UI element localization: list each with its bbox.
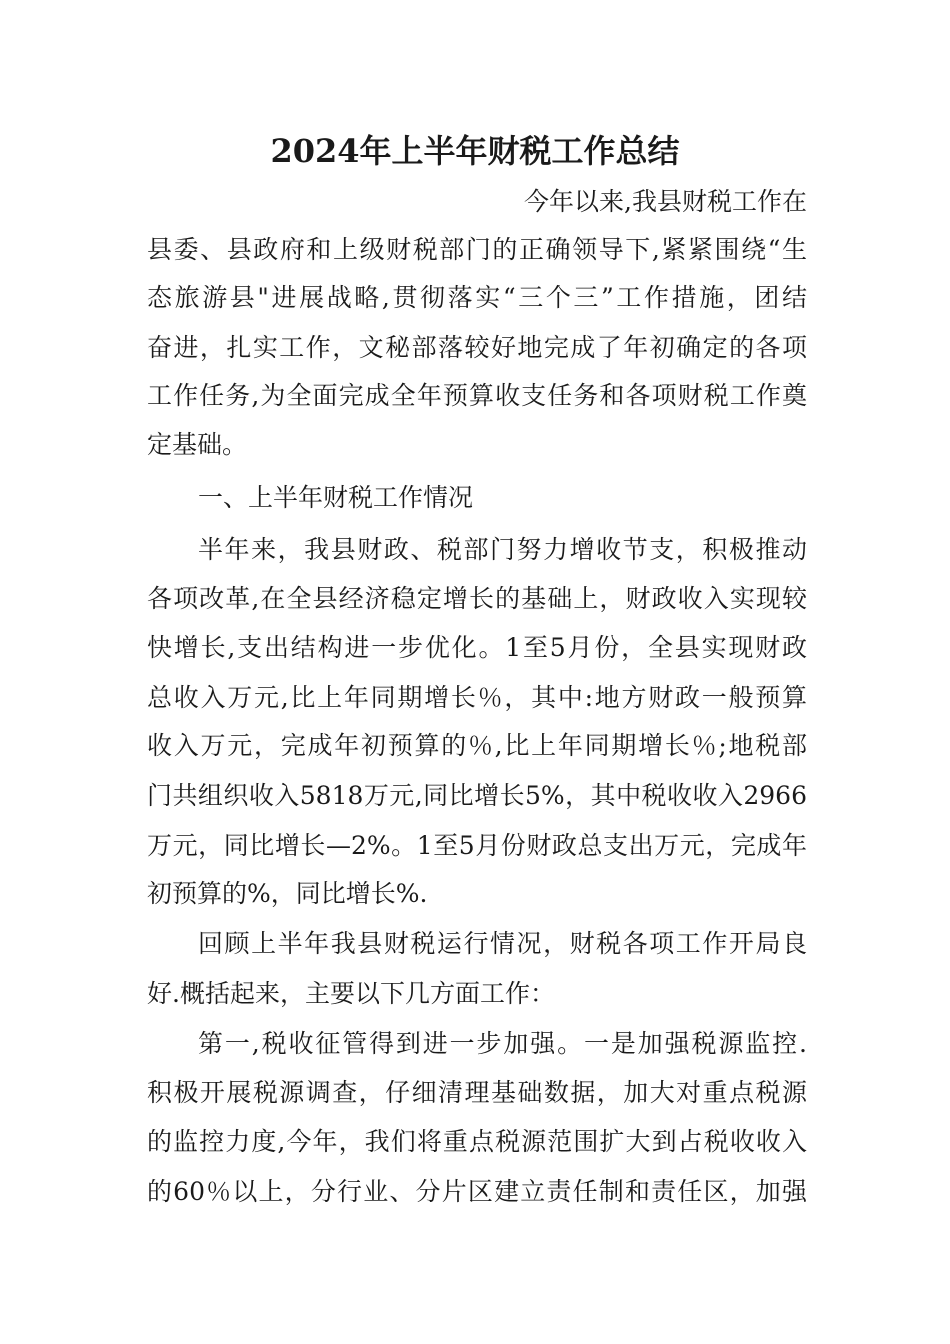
section-heading: 一、上半年财税工作情况: [198, 483, 474, 512]
text-line: 第一,税收征管得到进一步加强。一是加强税源监控.: [198, 1029, 807, 1058]
text-line: 半年来，我县财政、税部门努力增收节支，积极推动: [198, 535, 807, 564]
text-line: 今年以来,我县财税工作在: [524, 187, 807, 216]
text-line: 回顾上半年我县财税运行情况，财税各项工作开局良: [198, 929, 807, 958]
text-line: 初预算的%，同比增长%.: [147, 879, 428, 908]
text-line: 的60％以上，分行业、分片区建立责任制和责任区，加强: [147, 1177, 807, 1206]
document-title: 2024年上半年财税工作总结: [270, 132, 680, 170]
text-line: 的监控力度,今年，我们将重点税源范围扩大到占税收收入: [147, 1127, 807, 1156]
text-line: 万元，同比增长—2%。1至5月份财政总支出万元，完成年: [147, 831, 807, 860]
text-line: 奋进，扎实工作，文秘部落较好地完成了年初确定的各项: [147, 333, 807, 362]
text-line: 积极开展税源调查，仔细清理基础数据，加大对重点税源: [147, 1078, 807, 1107]
text-line: 总收入万元,比上年同期增长％，其中:地方财政一般预算: [147, 683, 807, 712]
text-line: 定基础。: [147, 430, 248, 459]
text-line: 各项改革,在全县经济稳定增长的基础上，财政收入实现较: [147, 584, 807, 613]
text-line: 县委、县政府和上级财税部门的正确领导下,紧紧围绕“生: [147, 235, 807, 264]
text-line: 快增长,支出结构进一步优化。1至5月份，全县实现财政: [147, 633, 807, 662]
text-line: 门共组织收入5818万元,同比增长5%，其中税收收入2966: [147, 781, 807, 810]
text-line: 态旅游县"进展战略,贯彻落实“三个三”工作措施，团结: [147, 283, 807, 312]
text-line: 收入万元，完成年初预算的％,比上年同期增长％;地税部: [147, 731, 807, 760]
text-line: 好.概括起来，主要以下几方面工作：: [147, 979, 555, 1008]
text-line: 工作任务,为全面完成全年预算收支任务和各项财税工作奠: [147, 381, 807, 410]
